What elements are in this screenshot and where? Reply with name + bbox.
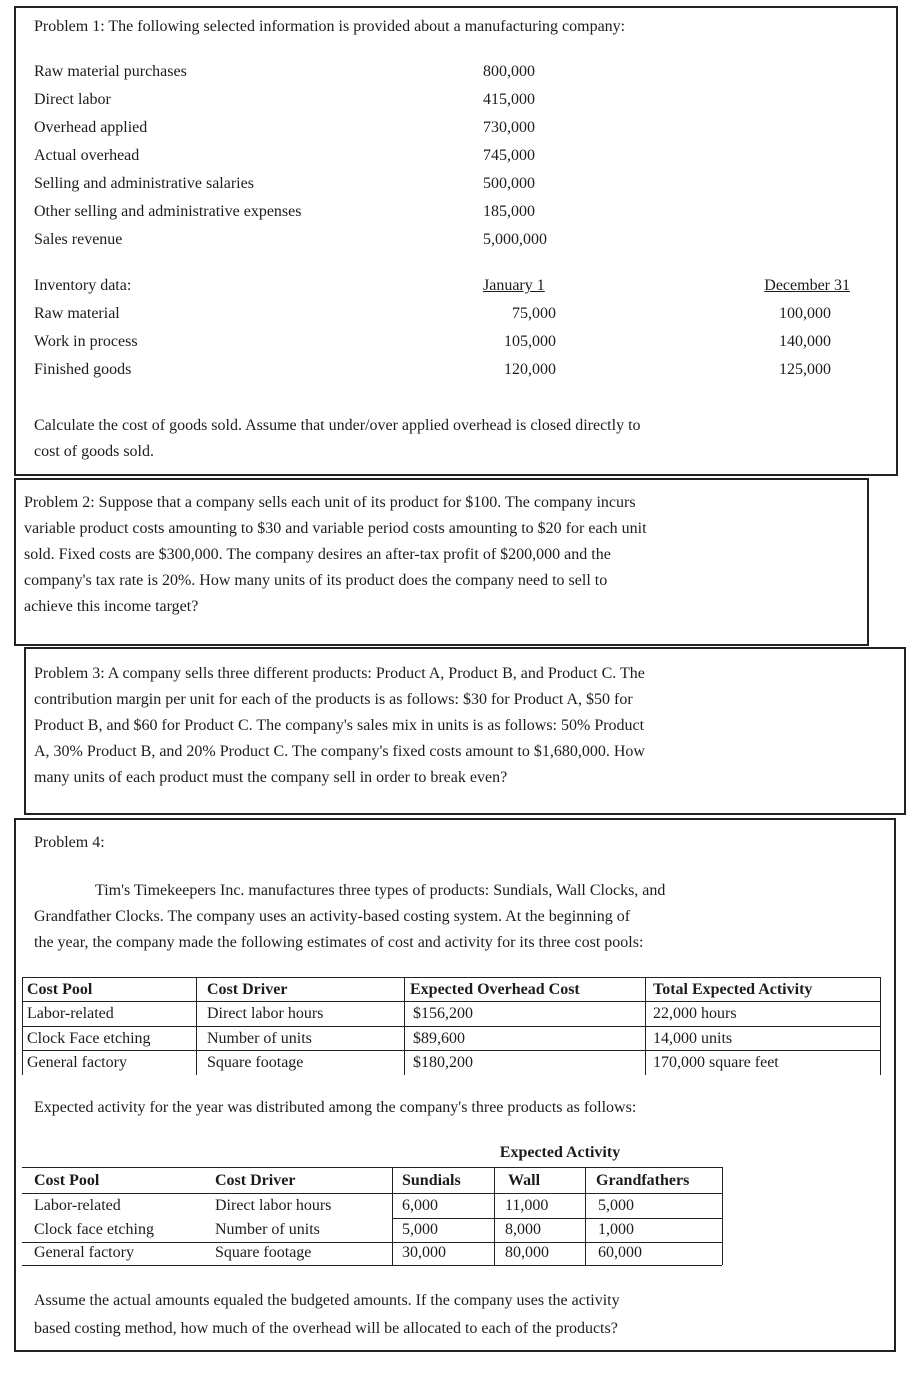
inventory-row-dec: 100,000	[779, 305, 831, 322]
table-header: Grandfathers	[596, 1172, 690, 1189]
inventory-col-january: January 1	[483, 277, 545, 294]
table-rule	[22, 1001, 880, 1002]
table-cell: 170,000 square feet	[653, 1054, 779, 1071]
text-line: Problem 2: Suppose that a company sells each unit of its product for $100. The company incurs	[24, 494, 636, 511]
item-label: Direct labor	[34, 91, 111, 108]
text-line: contribution margin per unit for each of the products is as follows: $30 for Product A, $50 for	[34, 691, 633, 708]
item-label: Overhead applied	[34, 119, 148, 136]
text-line: Problem 3: A company sells three different products: Product A, Product B, and Product C. The	[34, 665, 645, 682]
problem-1-question-line: Calculate the cost of goods sold. Assume that under/over applied overhead is closed directly to	[34, 417, 641, 434]
problem-1-intro: Problem 1: The following selected information is provided about a manufacturing company:	[34, 18, 626, 35]
table-cell: 60,000	[598, 1244, 642, 1261]
problem-4-middle-text: Expected activity for the year was distributed among the company's three products as follows:	[34, 1099, 637, 1116]
problem-4-closing-line: based costing method, how much of the overhead will be allocated to each of the products?	[34, 1320, 618, 1337]
table-rule	[22, 1265, 722, 1266]
text-line: sold. Fixed costs are $300,000. The company desires an after-tax profit of $200,000 and the	[24, 546, 611, 563]
table-header: Wall	[508, 1172, 541, 1189]
table-header: Expected Overhead Cost	[410, 981, 580, 998]
table-cell: Labor-related	[27, 1005, 114, 1022]
table-cell: Labor-related	[34, 1197, 121, 1214]
table-cell: 8,000	[505, 1221, 541, 1238]
text-line: Product B, and $60 for Product C. The company's sales mix in units is as follows: 50% Product	[34, 717, 645, 734]
table-rule	[392, 1167, 393, 1265]
inventory-row-label: Finished goods	[34, 361, 132, 378]
table-cell: Square footage	[207, 1054, 304, 1071]
table-cell: General factory	[27, 1054, 127, 1071]
table-cell: 5,000	[598, 1197, 634, 1214]
table-rule	[22, 1050, 880, 1051]
table-cell: Clock Face etching	[27, 1030, 151, 1047]
table-cell: 22,000 hours	[653, 1005, 737, 1022]
inventory-row-label: Raw material	[34, 305, 120, 322]
item-value: 745,000	[483, 147, 535, 164]
table-rule	[880, 977, 881, 1075]
item-label: Sales revenue	[34, 231, 123, 248]
table-rule	[22, 1167, 722, 1168]
problem-4-intro-line: Tim's Timekeepers Inc. manufactures three types of products: Sundials, Wall Clocks, and	[95, 882, 666, 899]
inventory-row-jan: 105,000	[504, 333, 556, 350]
table-cell: Square footage	[215, 1244, 312, 1261]
problem-1-question-line: cost of goods sold.	[34, 443, 154, 460]
text-line: many units of each product must the company sell in order to break even?	[34, 769, 508, 786]
table-group-header: Expected Activity	[499, 1144, 621, 1161]
text-line: achieve this income target?	[24, 598, 199, 615]
inventory-row-label: Work in process	[34, 333, 138, 350]
table-header: Cost Pool	[34, 1172, 100, 1189]
table-header: Cost Pool	[27, 981, 93, 998]
inventory-col-december: December 31	[764, 277, 850, 294]
item-label: Raw material purchases	[34, 63, 187, 80]
item-label: Actual overhead	[34, 147, 140, 164]
table-rule	[392, 1218, 722, 1219]
text-line: company's tax rate is 20%. How many units of its product does the company need to sell to	[24, 572, 608, 589]
item-value: 415,000	[483, 91, 535, 108]
table-cell: $89,600	[413, 1030, 465, 1047]
table-cell: 11,000	[505, 1197, 549, 1214]
table-header: Cost Driver	[207, 981, 288, 998]
inventory-row-jan: 120,000	[504, 361, 556, 378]
table-header: Total Expected Activity	[653, 981, 813, 998]
table-cell: Clock face etching	[34, 1221, 154, 1238]
table-rule	[722, 1167, 723, 1265]
table-rule	[22, 1193, 722, 1194]
problem-4-intro-line: the year, the company made the following estimates of cost and activity for its three cost pools:	[34, 934, 644, 951]
item-value: 800,000	[483, 63, 535, 80]
table-cell: 1,000	[598, 1221, 634, 1238]
table-header: Sundials	[402, 1172, 461, 1189]
inventory-heading: Inventory data:	[34, 277, 132, 294]
table-rule	[22, 977, 880, 978]
table-cell: 5,000	[402, 1221, 438, 1238]
table-header: Cost Driver	[215, 1172, 296, 1189]
table-cell: $180,200	[413, 1054, 473, 1071]
inventory-row-jan: 75,000	[512, 305, 556, 322]
problem-4-intro-line: Grandfather Clocks. The company uses an activity-based costing system. At the beginning of	[34, 908, 631, 925]
item-value: 500,000	[483, 175, 535, 192]
table-cell: 30,000	[402, 1244, 446, 1261]
table-cell: 14,000 units	[653, 1030, 733, 1047]
table-rule	[22, 1026, 880, 1027]
table-rule	[494, 1167, 495, 1265]
table-rule	[585, 1167, 586, 1265]
problem-2-text	[24, 490, 647, 620]
text-line: A, 30% Product B, and 20% Product C. The company's fixed costs amount to $1,680,000. How	[34, 743, 645, 760]
inventory-row-dec: 140,000	[779, 333, 831, 350]
problem-4-closing-line: Assume the actual amounts equaled the budgeted amounts. If the company uses the activity	[34, 1292, 620, 1309]
problem-4-title: Problem 4:	[34, 834, 105, 851]
table-cell: 6,000	[402, 1197, 438, 1214]
item-value: 185,000	[483, 203, 535, 220]
item-value: 5,000,000	[483, 231, 547, 248]
item-label: Other selling and administrative expenses	[34, 203, 302, 220]
table-cell: Direct labor hours	[215, 1197, 332, 1214]
table-cell: $156,200	[413, 1005, 473, 1022]
item-value: 730,000	[483, 119, 535, 136]
table-cell: Number of units	[215, 1221, 320, 1238]
inventory-row-dec: 125,000	[779, 361, 831, 378]
table-cell: Number of units	[207, 1030, 312, 1047]
text-line: variable product costs amounting to $30 and variable period costs amounting to $20 for each unit	[24, 520, 647, 537]
table-cell: General factory	[34, 1244, 134, 1261]
problem-3-text	[34, 661, 645, 791]
table-cell: Direct labor hours	[207, 1005, 324, 1022]
item-label: Selling and administrative salaries	[34, 175, 254, 192]
table-cell: 80,000	[505, 1244, 549, 1261]
